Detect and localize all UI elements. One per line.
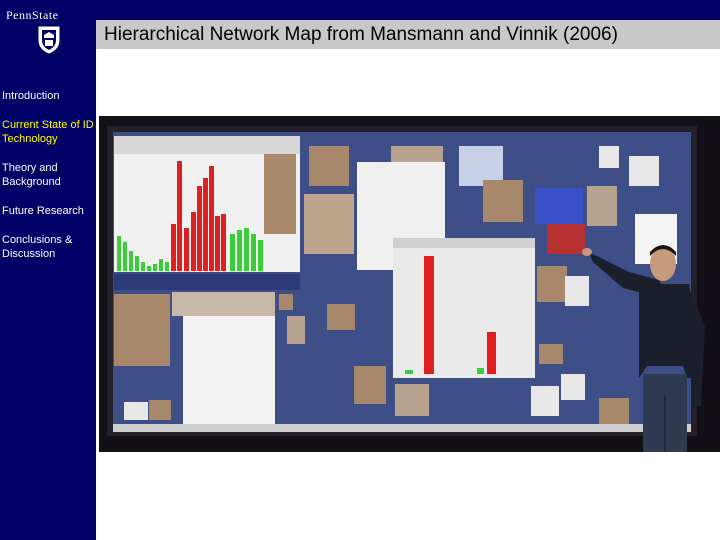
nav-item-theory[interactable]: Theory and Background (2, 162, 61, 188)
logo-wordmark: PennState (6, 8, 59, 22)
histogram-window-right (393, 238, 535, 378)
wall-display-photo (99, 116, 720, 452)
nav-item-future-research[interactable]: Future Research (2, 205, 84, 217)
slide-title: Hierarchical Network Map from Mansmann and Vinnik (2006) (104, 24, 618, 45)
nav-item-conclusions[interactable]: Conclusions & Discussion (2, 234, 73, 260)
nav-item-introduction[interactable]: Introduction (2, 90, 60, 102)
penn-state-logo (4, 6, 94, 62)
nav-item-current-state[interactable]: Current State of ID Technology (2, 119, 94, 145)
photo (99, 116, 720, 452)
nav-list (2, 89, 96, 276)
title-band-dark (96, 0, 720, 20)
shield-icon (38, 26, 60, 54)
sidebar (0, 0, 96, 540)
